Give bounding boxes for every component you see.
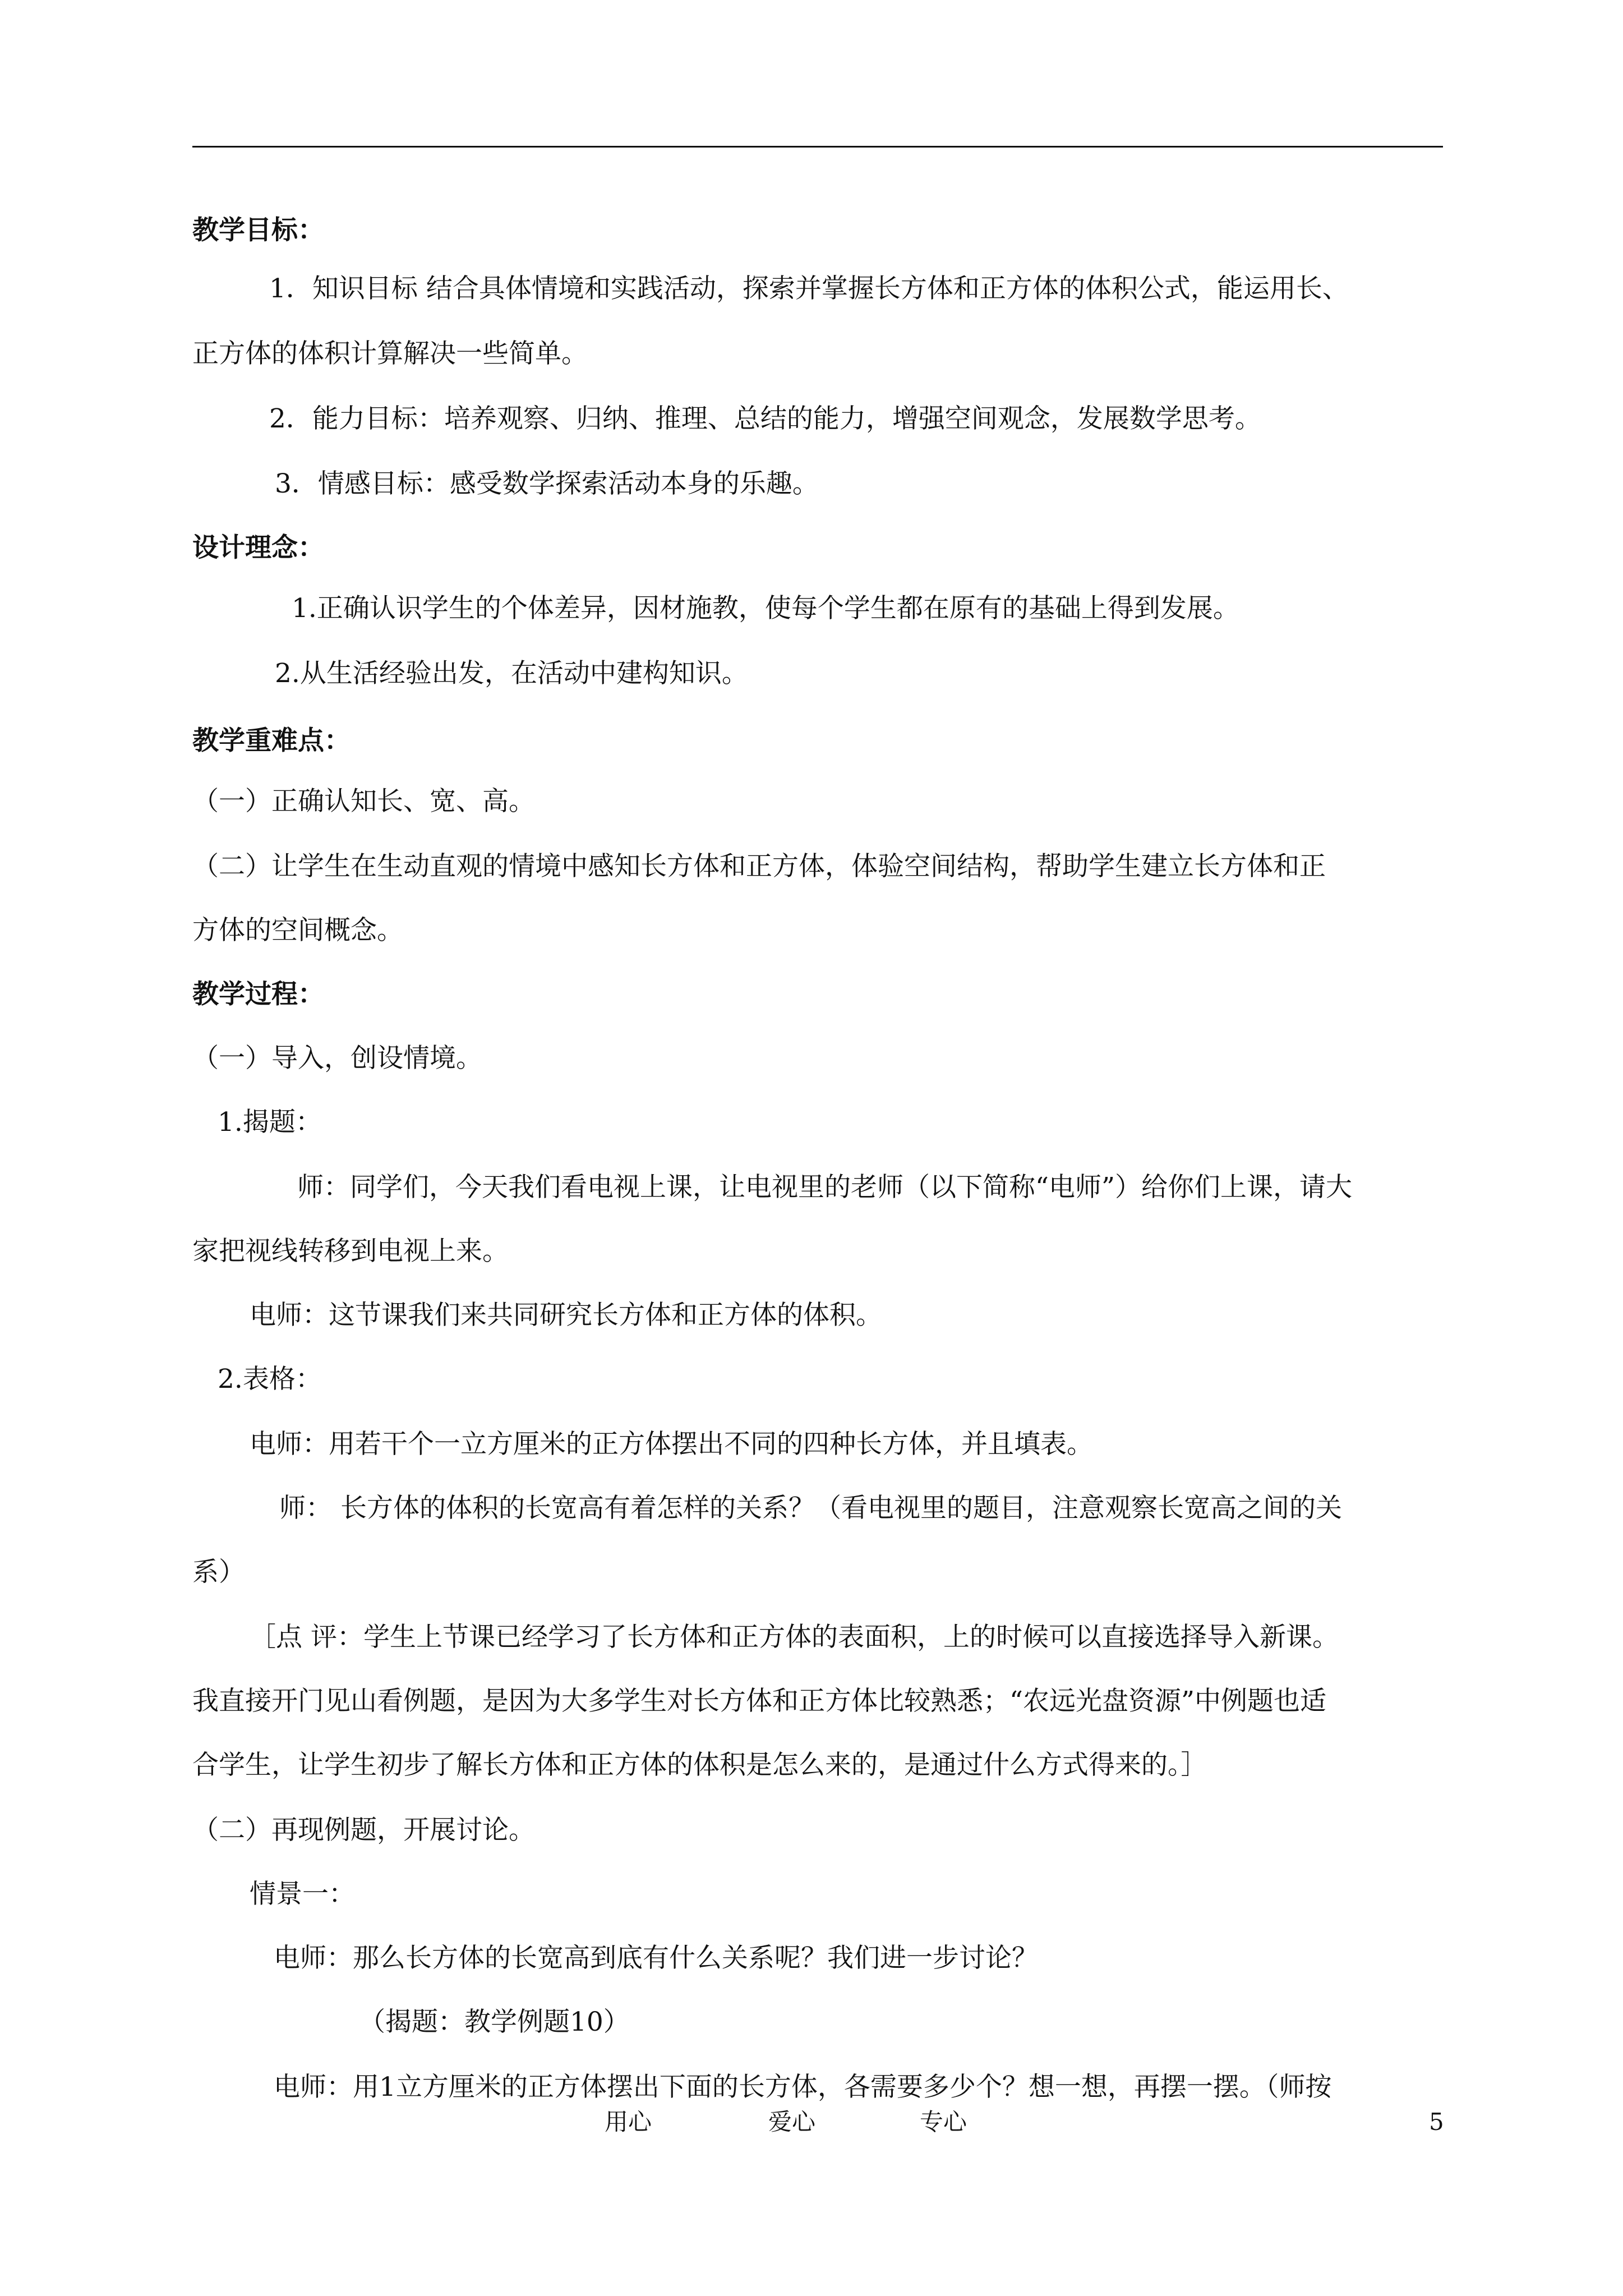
goals-item-1: 1．知识目标 结合具体情境和实践活动，探索并掌握长方体和正方体的体积公式，能运用长、 xyxy=(269,273,1349,304)
scene-label: 情景一： xyxy=(250,1879,355,1910)
header-rule xyxy=(192,146,1443,148)
key-points-heading: 教学重难点： xyxy=(192,725,351,756)
process-text: 电师：那么长方体的长宽高到底有什么关系呢？我们进一步讨论？ xyxy=(274,1943,1038,1973)
key-point-1: （一）正确认知长、宽、高。 xyxy=(192,786,535,817)
footer-motto: 爱心 xyxy=(768,2108,816,2136)
process-step-2: （二）再现例题，开展讨论。 xyxy=(192,1815,535,1846)
process-text: 电师：用1立方厘米的正方体摆出下面的长方体，各需要多少个？想一想，再摆一摆。（师按 xyxy=(274,2072,1332,2102)
design-item-1: 1.正确认识学生的个体差异，因材施教，使每个学生都在原有的基础上得到发展。 xyxy=(292,593,1239,624)
process-text: 师： 长方体的体积的长宽高有着怎样的关系？（看电视里的题目，注意观察长宽高之间的关 xyxy=(279,1493,1342,1524)
footer-motto: 专心 xyxy=(920,2108,967,2136)
process-text: 家把视线转移到电视上来。 xyxy=(192,1236,509,1267)
goals-item-2: 2．能力目标：培养观察、归纳、推理、总结的能力，增强空间观念，发展数学思考。 xyxy=(269,403,1261,434)
commentary-cont: 我直接开门见山看例题，是因为大多学生对长方体和正方体比较熟悉；“农远光盘资源”中例题也适 xyxy=(192,1686,1327,1717)
goals-item-1-cont: 正方体的体积计算解决一些简单。 xyxy=(192,338,588,369)
process-text: 师：同学们，今天我们看电视上课，让电视里的老师（以下简称“电师”）给你们上课，请大 xyxy=(297,1172,1353,1203)
process-step-1: （一）导入，创设情境。 xyxy=(192,1043,482,1074)
footer-motto: 用心 xyxy=(605,2108,652,2136)
goals-heading: 教学目标： xyxy=(192,215,324,246)
goals-item-3: 3．情感目标：感受数学探索活动本身的乐趣。 xyxy=(275,468,819,499)
process-heading: 教学过程： xyxy=(192,979,324,1010)
design-heading: 设计理念： xyxy=(192,532,324,563)
commentary: ［点 评：学生上节课已经学习了长方体和正方体的表面积，上的时候可以直接选择导入新课。 xyxy=(250,1622,1339,1653)
page-number: 5 xyxy=(1429,2108,1444,2136)
process-text: 电师：用若干个一立方厘米的正方体摆出不同的四种长方体，并且填表。 xyxy=(250,1429,1093,1460)
process-text: 系） xyxy=(192,1557,245,1588)
key-point-2-cont: 方体的空间概念。 xyxy=(192,915,403,946)
key-point-2: （二）让学生在生动直观的情境中感知长方体和正方体，体验空间结构，帮助学生建立长方体和正 xyxy=(192,851,1326,882)
process-step-1-2: 2.表格： xyxy=(218,1364,322,1395)
commentary-cont: 合学生，让学生初步了解长方体和正方体的体积是怎么来的，是通过什么方式得来的。］ xyxy=(192,1750,1207,1780)
process-step-1-1: 1.揭题： xyxy=(218,1107,322,1138)
process-text: （揭题：教学例题10） xyxy=(359,2007,630,2037)
design-item-2: 2.从生活经验出发，在活动中建构知识。 xyxy=(275,658,748,689)
process-text: 电师：这节课我们来共同研究长方体和正方体的体积。 xyxy=(250,1300,882,1331)
